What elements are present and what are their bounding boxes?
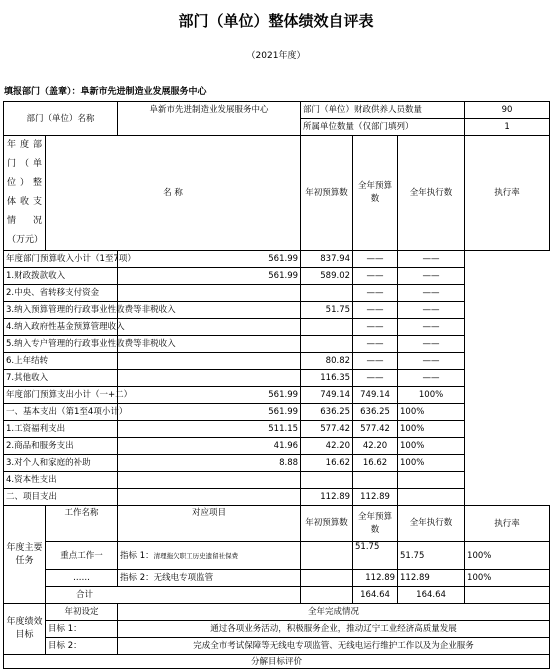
budget-row <box>4 268 550 285</box>
budget-exec: —— <box>353 302 398 319</box>
budget-initial: 561.99 <box>118 251 301 268</box>
col-rate-header: 执行率 <box>465 136 550 251</box>
budget-full: 112.89 <box>301 489 353 506</box>
budget-initial: 561.99 <box>118 404 301 421</box>
budget-rate: —— <box>398 336 465 353</box>
budget-row <box>4 421 550 438</box>
sub-unit-label: 所属单位数量（仅部门填列） <box>301 119 465 136</box>
dept-name-label: 部门（单位）名称 <box>4 102 118 136</box>
budget-initial: 511.15 <box>118 421 301 438</box>
budget-row <box>4 370 550 387</box>
budget-rate <box>398 472 465 489</box>
budget-full <box>301 319 353 336</box>
budget-rate: —— <box>398 370 465 387</box>
col-initial-header: 年初预算数 <box>301 136 353 251</box>
goal-label-2: 目标 2： <box>46 638 118 655</box>
budget-full: 749.14 <box>301 387 353 404</box>
task-project-1: 指标 1：清理拖欠职工历史遗留社保费 <box>118 542 301 570</box>
budget-rate: —— <box>398 251 465 268</box>
task-full-header: 全年预算数 <box>353 506 398 542</box>
budget-row <box>4 472 550 489</box>
budget-exec: —— <box>353 319 398 336</box>
budget-exec: —— <box>353 251 398 268</box>
task-full-2: 112.89 <box>353 570 398 587</box>
budget-header-row <box>4 136 550 251</box>
task-exec-2: 112.89 <box>398 570 465 587</box>
budget-exec: 636.25 <box>353 404 398 421</box>
work-name-1: 重点工作一 <box>46 542 118 570</box>
budget-item-name: 年度部门预算支出小计（一+二） <box>4 387 118 404</box>
budget-full: 837.94 <box>301 251 353 268</box>
budget-full <box>301 285 353 302</box>
dept-name-value: 阜新市先进制造业发展服务中心 <box>118 102 301 136</box>
budget-item-name: 1.工资福利支出 <box>4 421 118 438</box>
task-initial-2 <box>301 570 353 587</box>
budget-rate: 100% <box>398 438 465 455</box>
budget-row <box>4 438 550 455</box>
page-title: 部门（单位）整体绩效自评表 <box>178 12 374 30</box>
goals-complete-header: 全年完成情况 <box>118 604 550 621</box>
reporting-unit: 填报部门（盖章）：阜新市先进制造业发展服务中心 <box>4 87 207 97</box>
budget-item-name: 4.资本性支出 <box>4 472 118 489</box>
budget-item-name: 年度部门预算收入小计（1至7项） <box>4 251 118 268</box>
budget-item-name: 一、基本支出（第1至4项小计） <box>4 404 118 421</box>
budget-full <box>301 472 353 489</box>
budget-exec: —— <box>353 370 398 387</box>
budget-row <box>4 353 550 370</box>
goal-text-2: 完成全市考试保障等无线电专项监管、无线电运行维护工作以及为企业服务 <box>118 638 550 655</box>
budget-item-name: 2.中央、省转移支付资金 <box>4 285 118 302</box>
task-rate-1: 100% <box>465 542 550 570</box>
budget-exec: —— <box>353 268 398 285</box>
task-row <box>4 570 550 587</box>
budget-rate <box>398 489 465 506</box>
budget-row <box>4 285 550 302</box>
dept-name-row <box>4 102 550 119</box>
budget-row <box>4 336 550 353</box>
budget-initial <box>118 472 301 489</box>
budget-item-name: 7.其他收入 <box>4 370 118 387</box>
budget-row <box>4 489 550 506</box>
budget-full: 589.02 <box>301 268 353 285</box>
budget-exec: —— <box>353 353 398 370</box>
work-name-header: 工作名称 <box>46 506 118 542</box>
budget-exec: 749.14 <box>353 387 398 404</box>
task-total-label: 合计 <box>46 587 301 604</box>
budget-full: 116.35 <box>301 370 353 387</box>
budget-initial: 8.88 <box>118 455 301 472</box>
budget-exec: —— <box>353 285 398 302</box>
budget-item-name: 3.纳入预算管理的行政事业性收费等非税收入 <box>4 302 118 319</box>
task-rate-2: 100% <box>465 570 550 587</box>
task-exec-1: 51.75 <box>398 542 465 570</box>
goals-initial-header: 年初设定 <box>46 604 118 621</box>
budget-initial: 41.96 <box>118 438 301 455</box>
col-exec-header: 全年执行数 <box>398 136 465 251</box>
budget-initial <box>118 285 301 302</box>
goals-footer: 分解目标评价 <box>4 655 550 669</box>
budget-row <box>4 251 550 268</box>
budget-rate: 100% <box>398 421 465 438</box>
report-year: （2021年度） <box>246 51 306 61</box>
budget-initial <box>118 370 301 387</box>
budget-rate: —— <box>398 353 465 370</box>
budget-rate: —— <box>398 319 465 336</box>
task-initial-header: 年初预算数 <box>301 506 353 542</box>
budget-row <box>4 404 550 421</box>
tasks-section-label: 年度主要任务 <box>4 506 46 604</box>
staff-count-value: 90 <box>465 102 550 119</box>
goal-text-1: 通过各项业务活动，积极服务企业，推动辽宁工业经济高质量发展 <box>118 621 550 638</box>
tasks-header-row <box>4 506 550 542</box>
budget-exec: —— <box>353 336 398 353</box>
budget-full: 636.25 <box>301 404 353 421</box>
goal-row <box>4 621 550 638</box>
budget-section-label: 年度部门（单位）整体收支情况（万元） <box>4 136 46 251</box>
budget-rate: —— <box>398 268 465 285</box>
task-row <box>4 542 550 570</box>
budget-full: 577.42 <box>301 421 353 438</box>
budget-rate: 100% <box>398 387 465 404</box>
budget-exec: 577.42 <box>353 421 398 438</box>
budget-full: 16.62 <box>301 455 353 472</box>
budget-item-name: 5.纳入专户管理的行政事业性收费等非税收入 <box>4 336 118 353</box>
budget-item-name: 二、项目支出 <box>4 489 118 506</box>
budget-item-name: 6.上年结转 <box>4 353 118 370</box>
budget-name-header: 名 称 <box>46 136 301 251</box>
task-total-row <box>4 587 550 604</box>
budget-exec: 112.89 <box>353 489 398 506</box>
budget-initial: 561.99 <box>118 387 301 404</box>
budget-rate: 100% <box>398 455 465 472</box>
task-exec-header: 全年执行数 <box>398 506 465 542</box>
budget-initial <box>118 489 301 506</box>
budget-item-name: 2.商品和服务支出 <box>4 438 118 455</box>
budget-full <box>301 336 353 353</box>
goals-footer-row <box>4 655 550 669</box>
staff-count-label: 部门（单位）财政供养人员数量 <box>301 102 465 119</box>
project-header: 对应项目 <box>118 506 301 542</box>
budget-item-name: 4.纳入政府性基金预算管理收入 <box>4 319 118 336</box>
budget-row <box>4 387 550 404</box>
task-full-1: 51.75 <box>353 542 398 570</box>
budget-row <box>4 319 550 336</box>
budget-initial <box>118 319 301 336</box>
task-total-exec: 164.64 <box>398 587 465 604</box>
budget-exec: 16.62 <box>353 455 398 472</box>
budget-rate: —— <box>398 302 465 319</box>
sub-unit-value: 1 <box>465 119 550 136</box>
goals-section-label: 年度绩效目标 <box>4 604 46 655</box>
goal-row <box>4 638 550 655</box>
budget-full: 51.75 <box>301 302 353 319</box>
budget-exec <box>353 472 398 489</box>
task-project-2: 指标 2：无线电专项监管 <box>118 570 301 587</box>
task-total-full: 164.64 <box>353 587 398 604</box>
budget-exec: 42.20 <box>353 438 398 455</box>
task-rate-header: 执行率 <box>465 506 550 542</box>
goals-header-row <box>4 604 550 621</box>
budget-full: 80.82 <box>301 353 353 370</box>
budget-full: 42.20 <box>301 438 353 455</box>
budget-row <box>4 302 550 319</box>
col-full-header: 全年预算数 <box>353 136 398 251</box>
budget-rate: —— <box>398 285 465 302</box>
budget-item-name: 1.财政拨款收入 <box>4 268 118 285</box>
budget-rate: 100% <box>398 404 465 421</box>
budget-item-name: 3.对个人和家庭的补助 <box>4 455 118 472</box>
goal-label-1: 目标 1： <box>46 621 118 638</box>
budget-initial <box>118 353 301 370</box>
task-initial-1 <box>301 542 353 570</box>
work-name-2: …… <box>46 570 118 587</box>
budget-row <box>4 455 550 472</box>
budget-initial: 561.99 <box>118 268 301 285</box>
performance-table <box>3 101 550 669</box>
